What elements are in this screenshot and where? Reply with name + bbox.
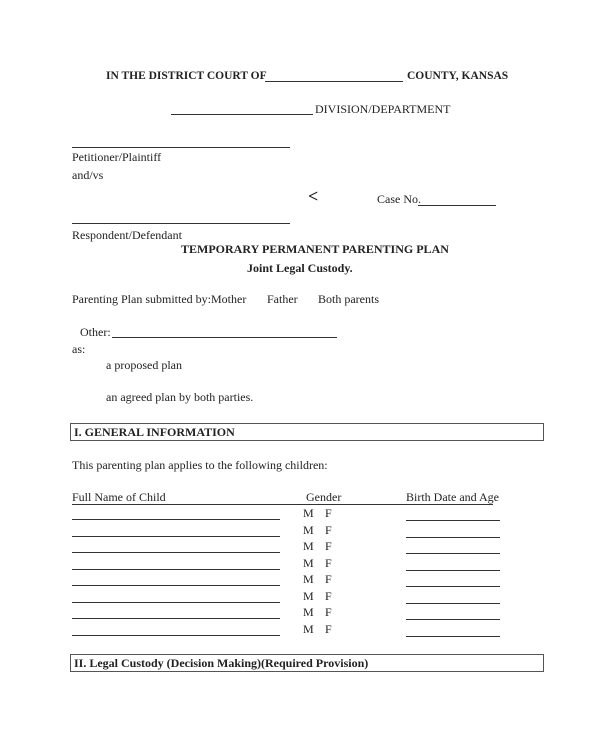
respondent-label: Respondent/Defendant [72,228,182,242]
gender-f[interactable]: F [325,588,332,603]
table-row [0,539,600,555]
birth-date-field[interactable] [406,537,500,538]
gender-m[interactable]: M [303,555,314,570]
birth-date-field[interactable] [406,603,500,604]
section2-heading: II. Legal Custody (Decision Making)(Required Provision) [70,654,544,672]
table-row [0,523,600,539]
section1-heading: I. GENERAL INFORMATION [70,423,544,441]
gender-f[interactable]: F [325,522,332,537]
permanent-title[interactable]: PERMANENT PARENTING PLAN [262,242,449,256]
other-field[interactable] [112,337,337,338]
child-name-field[interactable] [72,552,280,553]
option-agreed-plan[interactable]: an agreed plan by both parties. [106,390,254,404]
and-vs-label: and/vs [72,168,104,182]
gender-m[interactable]: M [303,605,314,619]
gender-f[interactable]: F [325,621,332,636]
petitioner-label: Petitioner/Plaintiff [72,150,162,164]
court-prefix: IN THE DISTRICT COURT OF [106,70,267,82]
case-no-field[interactable] [418,205,496,206]
court-suffix: COUNTY, KANSAS [407,70,509,82]
table-row [0,622,600,638]
birth-date-field[interactable] [406,636,500,637]
child-name-field[interactable] [72,585,280,586]
gender-f[interactable]: F [325,539,332,553]
birth-date-field[interactable] [406,586,500,587]
col-birth-date: Birth Date and Age [406,490,499,504]
col-gender: Gender [306,490,342,504]
table-row [0,572,600,588]
gender-m[interactable]: M [303,588,314,603]
gender-m[interactable]: M [303,522,314,537]
gender-f[interactable]: F [325,572,332,586]
child-name-field[interactable] [72,569,280,570]
plan-subtitle: Joint Legal Custody. [247,261,353,275]
other-label: Other: [80,325,111,339]
gender-m[interactable]: M [303,506,314,520]
child-name-field[interactable] [72,618,280,619]
submitted-label: Parenting Plan submitted by: [72,292,211,306]
temporary-option[interactable]: TEMPORARY [181,242,260,256]
caption-bracket: < [308,186,319,206]
birth-date-field[interactable] [406,553,500,554]
birth-date-field[interactable] [406,570,500,571]
option-mother[interactable]: Mother [211,292,247,306]
table-row [0,556,600,572]
children-intro: This parenting plan applies to the following children: [72,458,328,472]
col-full-name: Full Name of Child [72,490,166,504]
division-field[interactable] [171,114,313,115]
table-row [0,605,600,621]
child-name-field[interactable] [72,536,280,537]
table-row [0,506,600,522]
gender-m[interactable]: M [303,621,314,636]
division-label: DIVISION/DEPARTMENT [315,102,451,116]
birth-date-field[interactable] [406,520,500,521]
case-no-label: Case No. [377,192,421,206]
gender-f[interactable]: F [325,555,332,570]
respondent-field[interactable] [72,223,290,224]
option-proposed-plan[interactable]: a proposed plan [106,358,182,372]
option-both-parents[interactable]: Both parents [318,292,379,306]
child-name-field[interactable] [72,519,280,520]
gender-f[interactable]: F [325,506,332,520]
child-name-field[interactable] [72,635,280,636]
child-name-field[interactable] [72,602,280,603]
table-row [0,589,600,605]
header-rule [72,504,493,505]
gender-f[interactable]: F [325,605,332,619]
birth-date-field[interactable] [406,619,500,620]
option-father[interactable]: Father [267,292,298,306]
petitioner-field[interactable] [72,147,290,148]
county-field[interactable] [265,81,403,82]
gender-m[interactable]: M [303,572,314,586]
as-label: as: [72,342,86,356]
gender-m[interactable]: M [303,539,314,553]
